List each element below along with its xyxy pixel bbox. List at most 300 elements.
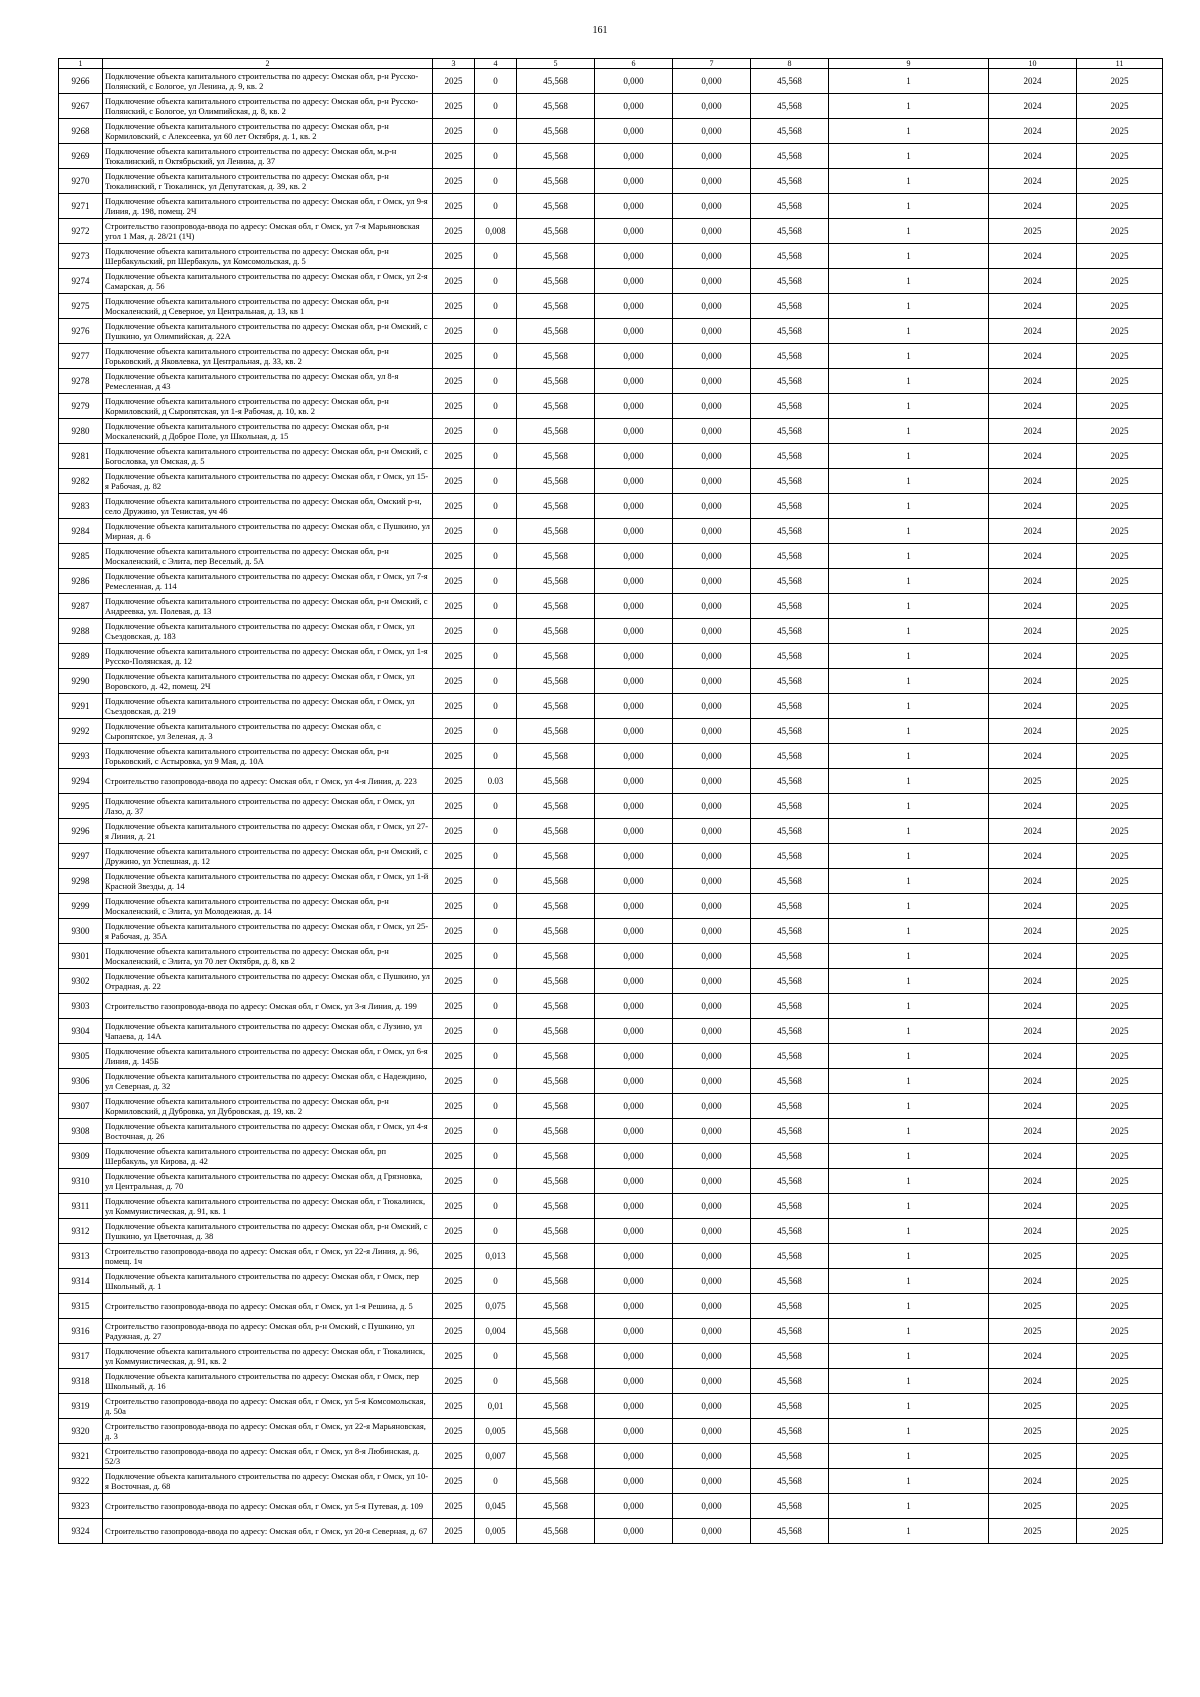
- cell-col11: 2025: [1077, 144, 1163, 169]
- cell-col5: 45,568: [517, 394, 595, 419]
- cell-col7: 0,000: [673, 269, 751, 294]
- cell-col5: 45,568: [517, 1019, 595, 1044]
- row-number-cell: 9300: [59, 919, 103, 944]
- row-number-cell: 9289: [59, 644, 103, 669]
- cell-col4: 0: [475, 419, 517, 444]
- cell-col6: 0,000: [595, 219, 673, 244]
- cell-col4: 0: [475, 619, 517, 644]
- cell-col10: 2024: [989, 1044, 1077, 1069]
- cell-col11: 2025: [1077, 644, 1163, 669]
- description-cell: Строительство газопровода-ввода по адресу: Омская обл, г Омск, ул 1-я Решина, д. 5: [103, 1294, 433, 1319]
- cell-col9: 1: [829, 519, 989, 544]
- description-cell: Подключение объекта капитального строительства по адресу: Омская обл, р-н Москаленский, д Доброе Поле, ул Школьная, д. 15: [103, 419, 433, 444]
- row-number-cell: 9269: [59, 144, 103, 169]
- cell-col11: 2025: [1077, 1144, 1163, 1169]
- table-row: [59, 1119, 1163, 1144]
- table-row: [59, 1019, 1163, 1044]
- cell-col3: 2025: [433, 1094, 475, 1119]
- cell-col8: 45,568: [751, 1269, 829, 1294]
- cell-col7: 0,000: [673, 169, 751, 194]
- cell-col4: 0: [475, 719, 517, 744]
- description-cell: Подключение объекта капитального строительства по адресу: Омская обл, с Пушкино, ул Отрадная, д. 22: [103, 969, 433, 994]
- cell-col9: 1: [829, 1494, 989, 1519]
- cell-col9: 1: [829, 594, 989, 619]
- cell-col3: 2025: [433, 519, 475, 544]
- row-number-cell: 9270: [59, 169, 103, 194]
- cell-col5: 45,568: [517, 1394, 595, 1419]
- cell-col5: 45,568: [517, 1319, 595, 1344]
- description-cell: Подключение объекта капитального строительства по адресу: Омская обл, г Омск, ул Лазо, д. 37: [103, 794, 433, 819]
- row-number-cell: 9290: [59, 669, 103, 694]
- cell-col9: 1: [829, 569, 989, 594]
- cell-col5: 45,568: [517, 219, 595, 244]
- cell-col5: 45,568: [517, 419, 595, 444]
- cell-col5: 45,568: [517, 1169, 595, 1194]
- cell-col4: 0: [475, 1344, 517, 1369]
- cell-col11: 2025: [1077, 1319, 1163, 1344]
- cell-col5: 45,568: [517, 1044, 595, 1069]
- description-cell: Строительство газопровода-ввода по адресу: Омская обл, г Омск, ул 22-я Марьяновская, д. 3: [103, 1419, 433, 1444]
- cell-col10: 2024: [989, 1219, 1077, 1244]
- cell-col8: 45,568: [751, 494, 829, 519]
- cell-col4: 0: [475, 869, 517, 894]
- cell-col6: 0,000: [595, 1219, 673, 1244]
- cell-col6: 0,000: [595, 844, 673, 869]
- cell-col4: 0: [475, 444, 517, 469]
- cell-col7: 0,000: [673, 1269, 751, 1294]
- cell-col5: 45,568: [517, 169, 595, 194]
- table-row: [59, 1319, 1163, 1344]
- cell-col4: 0: [475, 819, 517, 844]
- cell-col6: 0,000: [595, 769, 673, 794]
- cell-col8: 45,568: [751, 1494, 829, 1519]
- description-cell: Подключение объекта капитального строительства по адресу: Омская обл, р-н Кормиловский, д Сыропятская, ул 1-я Рабочая, д. 10, кв. 2: [103, 394, 433, 419]
- cell-col7: 0,000: [673, 694, 751, 719]
- cell-col9: 1: [829, 994, 989, 1019]
- cell-col4: 0: [475, 369, 517, 394]
- cell-col11: 2025: [1077, 269, 1163, 294]
- cell-col11: 2025: [1077, 769, 1163, 794]
- cell-col10: 2024: [989, 1119, 1077, 1144]
- cell-col9: 1: [829, 894, 989, 919]
- cell-col7: 0,000: [673, 1194, 751, 1219]
- cell-col3: 2025: [433, 694, 475, 719]
- cell-col8: 45,568: [751, 1319, 829, 1344]
- cell-col10: 2024: [989, 1144, 1077, 1169]
- cell-col7: 0,000: [673, 444, 751, 469]
- cell-col9: 1: [829, 844, 989, 869]
- cell-col3: 2025: [433, 894, 475, 919]
- cell-col5: 45,568: [517, 744, 595, 769]
- cell-col6: 0,000: [595, 169, 673, 194]
- cell-col9: 1: [829, 969, 989, 994]
- description-cell: Подключение объекта капитального строительства по адресу: Омская обл, р-н Москаленский, с Элита, ул Молодежная, д. 14: [103, 894, 433, 919]
- cell-col7: 0,000: [673, 344, 751, 369]
- cell-col11: 2025: [1077, 519, 1163, 544]
- cell-col4: 0: [475, 1469, 517, 1494]
- cell-col8: 45,568: [751, 819, 829, 844]
- cell-col8: 45,568: [751, 94, 829, 119]
- cell-col3: 2025: [433, 1144, 475, 1169]
- row-number-cell: 9272: [59, 219, 103, 244]
- description-cell: Подключение объекта капитального строительства по адресу: Омская обл, р-н Горьковский, с Астыровка, ул 9 Мая, д. 10А: [103, 744, 433, 769]
- table-row: [59, 1244, 1163, 1269]
- table-row: [59, 669, 1163, 694]
- description-cell: Строительство газопровода-ввода по адресу: Омская обл, г Омск, ул 22-я Линия, д. 96, помещ. 1ч: [103, 1244, 433, 1269]
- cell-col5: 45,568: [517, 769, 595, 794]
- table-row: [59, 1344, 1163, 1369]
- cell-col8: 45,568: [751, 1219, 829, 1244]
- cell-col4: 0,01: [475, 1394, 517, 1419]
- cell-col4: 0: [475, 169, 517, 194]
- cell-col3: 2025: [433, 319, 475, 344]
- cell-col4: 0: [475, 1219, 517, 1244]
- cell-col3: 2025: [433, 419, 475, 444]
- cell-col9: 1: [829, 1094, 989, 1119]
- description-cell: Строительство газопровода-ввода по адресу: Омская обл, г Омск, ул 5-я Путевая, д. 109: [103, 1494, 433, 1519]
- cell-col11: 2025: [1077, 69, 1163, 94]
- cell-col8: 45,568: [751, 1094, 829, 1119]
- description-cell: Подключение объекта капитального строительства по адресу: Омская обл, м.р-н Тюкалинский, п Октябрьский, ул Ленина, д. 37: [103, 144, 433, 169]
- cell-col8: 45,568: [751, 194, 829, 219]
- cell-col5: 45,568: [517, 894, 595, 919]
- cell-col8: 45,568: [751, 944, 829, 969]
- cell-col7: 0,000: [673, 869, 751, 894]
- cell-col6: 0,000: [595, 1069, 673, 1094]
- table-row: [59, 944, 1163, 969]
- cell-col5: 45,568: [517, 244, 595, 269]
- description-cell: Подключение объекта капитального строительства по адресу: Омская обл, р-н Шербакульский, рп Шербакуль, ул Комсомольская, д. 5: [103, 244, 433, 269]
- cell-col7: 0,000: [673, 244, 751, 269]
- description-cell: Подключение объекта капитального строительства по адресу: Омская обл, г Омск, ул 2-я Самарская, д. 56: [103, 269, 433, 294]
- cell-col6: 0,000: [595, 1344, 673, 1369]
- cell-col9: 1: [829, 319, 989, 344]
- cell-col9: 1: [829, 1119, 989, 1144]
- cell-col11: 2025: [1077, 1119, 1163, 1144]
- cell-col5: 45,568: [517, 269, 595, 294]
- row-number-cell: 9283: [59, 494, 103, 519]
- table-row: [59, 594, 1163, 619]
- cell-col10: 2024: [989, 694, 1077, 719]
- description-cell: Подключение объекта капитального строительства по адресу: Омская обл, с Сыропятское, ул Зеленая, д. 3: [103, 719, 433, 744]
- cell-col10: 2024: [989, 1094, 1077, 1119]
- cell-col3: 2025: [433, 819, 475, 844]
- cell-col3: 2025: [433, 1069, 475, 1094]
- description-cell: Подключение объекта капитального строительства по адресу: Омская обл, д Грязновка, ул Центральная, д. 70: [103, 1169, 433, 1194]
- cell-col7: 0,000: [673, 1344, 751, 1369]
- table-row: [59, 569, 1163, 594]
- cell-col11: 2025: [1077, 1069, 1163, 1094]
- cell-col9: 1: [829, 719, 989, 744]
- cell-col6: 0,000: [595, 1419, 673, 1444]
- cell-col8: 45,568: [751, 269, 829, 294]
- cell-col8: 45,568: [751, 1194, 829, 1219]
- table-row: [59, 1369, 1163, 1394]
- row-number-cell: 9297: [59, 844, 103, 869]
- cell-col9: 1: [829, 694, 989, 719]
- cell-col7: 0,000: [673, 519, 751, 544]
- row-number-cell: 9294: [59, 769, 103, 794]
- column-header: 8: [751, 59, 829, 69]
- cell-col9: 1: [829, 1394, 989, 1419]
- cell-col11: 2025: [1077, 1219, 1163, 1244]
- cell-col3: 2025: [433, 1019, 475, 1044]
- cell-col7: 0,000: [673, 644, 751, 669]
- data-table: [58, 58, 1163, 1544]
- row-number-cell: 9314: [59, 1269, 103, 1294]
- cell-col10: 2025: [989, 1244, 1077, 1269]
- row-number-cell: 9316: [59, 1319, 103, 1344]
- cell-col9: 1: [829, 294, 989, 319]
- cell-col7: 0,000: [673, 844, 751, 869]
- cell-col3: 2025: [433, 1194, 475, 1219]
- cell-col10: 2024: [989, 819, 1077, 844]
- cell-col7: 0,000: [673, 1219, 751, 1244]
- cell-col11: 2025: [1077, 1444, 1163, 1469]
- cell-col9: 1: [829, 444, 989, 469]
- cell-col6: 0,000: [595, 1369, 673, 1394]
- cell-col10: 2024: [989, 369, 1077, 394]
- cell-col8: 45,568: [751, 894, 829, 919]
- cell-col7: 0,000: [673, 719, 751, 744]
- cell-col8: 45,568: [751, 1169, 829, 1194]
- table-row: [59, 694, 1163, 719]
- cell-col4: 0,008: [475, 219, 517, 244]
- cell-col7: 0,000: [673, 1244, 751, 1269]
- cell-col4: 0: [475, 344, 517, 369]
- cell-col5: 45,568: [517, 594, 595, 619]
- table-row: [59, 1144, 1163, 1169]
- cell-col6: 0,000: [595, 569, 673, 594]
- cell-col3: 2025: [433, 794, 475, 819]
- table-row: [59, 1419, 1163, 1444]
- cell-col10: 2024: [989, 194, 1077, 219]
- cell-col6: 0,000: [595, 1444, 673, 1469]
- cell-col8: 45,568: [751, 569, 829, 594]
- description-cell: Подключение объекта капитального строительства по адресу: Омская обл, ул 8-я Ремесленная, д 43: [103, 369, 433, 394]
- description-cell: Подключение объекта капитального строительства по адресу: Омская обл, г Омск, ул 4-я Восточная, д. 26: [103, 1119, 433, 1144]
- cell-col7: 0,000: [673, 594, 751, 619]
- description-cell: Подключение объекта капитального строительства по адресу: Омская обл, р-н Омский, с Пушкино, ул Олимпийская, д. 22А: [103, 319, 433, 344]
- cell-col3: 2025: [433, 444, 475, 469]
- cell-col7: 0,000: [673, 994, 751, 1019]
- row-number-cell: 9284: [59, 519, 103, 544]
- cell-col3: 2025: [433, 394, 475, 419]
- cell-col9: 1: [829, 544, 989, 569]
- cell-col10: 2024: [989, 1369, 1077, 1394]
- description-cell: Строительство газопровода-ввода по адресу: Омская обл, г Омск, ул 8-я Любинская, д. 52/3: [103, 1444, 433, 1469]
- cell-col6: 0,000: [595, 594, 673, 619]
- cell-col4: 0: [475, 319, 517, 344]
- cell-col9: 1: [829, 1319, 989, 1344]
- cell-col3: 2025: [433, 844, 475, 869]
- cell-col5: 45,568: [517, 819, 595, 844]
- row-number-cell: 9302: [59, 969, 103, 994]
- cell-col4: 0: [475, 669, 517, 694]
- cell-col10: 2024: [989, 1194, 1077, 1219]
- cell-col7: 0,000: [673, 369, 751, 394]
- cell-col5: 45,568: [517, 1194, 595, 1219]
- row-number-cell: 9298: [59, 869, 103, 894]
- cell-col3: 2025: [433, 469, 475, 494]
- row-number-cell: 9308: [59, 1119, 103, 1144]
- cell-col4: 0: [475, 594, 517, 619]
- cell-col4: 0: [475, 119, 517, 144]
- cell-col6: 0,000: [595, 1244, 673, 1269]
- cell-col5: 45,568: [517, 1294, 595, 1319]
- cell-col5: 45,568: [517, 1069, 595, 1094]
- cell-col10: 2025: [989, 1519, 1077, 1544]
- table-row: [59, 444, 1163, 469]
- cell-col5: 45,568: [517, 619, 595, 644]
- cell-col8: 45,568: [751, 1394, 829, 1419]
- cell-col11: 2025: [1077, 794, 1163, 819]
- description-cell: Подключение объекта капитального строительства по адресу: Омская обл, р-н Горьковский, д Яковлевка, ул Центральная, д. 33, кв. 2: [103, 344, 433, 369]
- cell-col9: 1: [829, 919, 989, 944]
- cell-col9: 1: [829, 1069, 989, 1094]
- cell-col4: 0: [475, 894, 517, 919]
- cell-col11: 2025: [1077, 169, 1163, 194]
- cell-col9: 1: [829, 344, 989, 369]
- table-row: [59, 119, 1163, 144]
- table-row: [59, 794, 1163, 819]
- table-row: [59, 219, 1163, 244]
- cell-col4: 0: [475, 94, 517, 119]
- cell-col4: 0: [475, 794, 517, 819]
- cell-col11: 2025: [1077, 1269, 1163, 1294]
- table-row: [59, 1469, 1163, 1494]
- cell-col3: 2025: [433, 1444, 475, 1469]
- cell-col7: 0,000: [673, 619, 751, 644]
- cell-col8: 45,568: [751, 844, 829, 869]
- table-row: [59, 319, 1163, 344]
- row-number-cell: 9271: [59, 194, 103, 219]
- cell-col7: 0,000: [673, 969, 751, 994]
- column-header: 3: [433, 59, 475, 69]
- cell-col6: 0,000: [595, 319, 673, 344]
- cell-col9: 1: [829, 119, 989, 144]
- cell-col3: 2025: [433, 1394, 475, 1419]
- cell-col8: 45,568: [751, 1419, 829, 1444]
- row-number-cell: 9266: [59, 69, 103, 94]
- cell-col3: 2025: [433, 344, 475, 369]
- cell-col10: 2024: [989, 744, 1077, 769]
- cell-col7: 0,000: [673, 919, 751, 944]
- column-header: 5: [517, 59, 595, 69]
- description-cell: Подключение объекта капитального строительства по адресу: Омская обл, г Омск, ул 10-я Восточная, д. 68: [103, 1469, 433, 1494]
- cell-col5: 45,568: [517, 494, 595, 519]
- cell-col9: 1: [829, 1469, 989, 1494]
- cell-col7: 0,000: [673, 1169, 751, 1194]
- cell-col4: 0: [475, 944, 517, 969]
- cell-col3: 2025: [433, 969, 475, 994]
- cell-col10: 2024: [989, 794, 1077, 819]
- table-row: [59, 244, 1163, 269]
- cell-col11: 2025: [1077, 894, 1163, 919]
- cell-col10: 2025: [989, 1319, 1077, 1344]
- cell-col6: 0,000: [595, 669, 673, 694]
- cell-col4: 0,005: [475, 1419, 517, 1444]
- cell-col5: 45,568: [517, 969, 595, 994]
- cell-col5: 45,568: [517, 994, 595, 1019]
- table-row: [59, 1069, 1163, 1094]
- cell-col6: 0,000: [595, 69, 673, 94]
- cell-col11: 2025: [1077, 1519, 1163, 1544]
- cell-col6: 0,000: [595, 1469, 673, 1494]
- cell-col6: 0,000: [595, 369, 673, 394]
- cell-col11: 2025: [1077, 1494, 1163, 1519]
- cell-col10: 2025: [989, 1494, 1077, 1519]
- cell-col8: 45,568: [751, 994, 829, 1019]
- description-cell: Подключение объекта капитального строительства по адресу: Омская обл, р-н Омский, с Богословка, ул Омская, д. 5: [103, 444, 433, 469]
- row-number-cell: 9310: [59, 1169, 103, 1194]
- row-number-cell: 9324: [59, 1519, 103, 1544]
- table-row: [59, 494, 1163, 519]
- row-number-cell: 9295: [59, 794, 103, 819]
- cell-col9: 1: [829, 69, 989, 94]
- cell-col7: 0,000: [673, 294, 751, 319]
- cell-col9: 1: [829, 144, 989, 169]
- row-number-cell: 9287: [59, 594, 103, 619]
- cell-col11: 2025: [1077, 1469, 1163, 1494]
- cell-col8: 45,568: [751, 319, 829, 344]
- row-number-cell: 9275: [59, 294, 103, 319]
- cell-col10: 2024: [989, 1019, 1077, 1044]
- cell-col9: 1: [829, 1419, 989, 1444]
- cell-col7: 0,000: [673, 1119, 751, 1144]
- cell-col7: 0,000: [673, 769, 751, 794]
- cell-col11: 2025: [1077, 669, 1163, 694]
- cell-col7: 0,000: [673, 94, 751, 119]
- description-cell: Подключение объекта капитального строительства по адресу: Омская обл, г Тюкалинск, ул Коммунистическая, д. 91, кв. 2: [103, 1344, 433, 1369]
- cell-col9: 1: [829, 1244, 989, 1269]
- cell-col4: 0: [475, 469, 517, 494]
- cell-col3: 2025: [433, 1369, 475, 1394]
- cell-col7: 0,000: [673, 1094, 751, 1119]
- cell-col11: 2025: [1077, 1019, 1163, 1044]
- cell-col6: 0,000: [595, 1044, 673, 1069]
- cell-col11: 2025: [1077, 1244, 1163, 1269]
- column-header: 10: [989, 59, 1077, 69]
- cell-col9: 1: [829, 244, 989, 269]
- row-number-cell: 9301: [59, 944, 103, 969]
- cell-col9: 1: [829, 819, 989, 844]
- cell-col3: 2025: [433, 1419, 475, 1444]
- cell-col6: 0,000: [595, 269, 673, 294]
- cell-col9: 1: [829, 469, 989, 494]
- cell-col9: 1: [829, 219, 989, 244]
- description-cell: Подключение объекта капитального строительства по адресу: Омская обл, р-н Тюкалинский, г Тюкалинск, ул Депутатская, д. 39, кв. 2: [103, 169, 433, 194]
- cell-col8: 45,568: [751, 169, 829, 194]
- row-number-cell: 9291: [59, 694, 103, 719]
- cell-col8: 45,568: [751, 369, 829, 394]
- cell-col10: 2024: [989, 444, 1077, 469]
- row-number-cell: 9319: [59, 1394, 103, 1419]
- cell-col4: 0: [475, 1269, 517, 1294]
- cell-col4: 0.03: [475, 769, 517, 794]
- cell-col4: 0: [475, 1169, 517, 1194]
- cell-col6: 0,000: [595, 469, 673, 494]
- cell-col3: 2025: [433, 594, 475, 619]
- cell-col7: 0,000: [673, 1069, 751, 1094]
- cell-col3: 2025: [433, 244, 475, 269]
- description-cell: Подключение объекта капитального строительства по адресу: Омская обл, с Пушкино, ул Мирная, д. 6: [103, 519, 433, 544]
- table-row: [59, 769, 1163, 794]
- description-cell: Строительство газопровода-ввода по адресу: Омская обл, г Омск, ул 5-я Комсомольская, д. 50а: [103, 1394, 433, 1419]
- cell-col10: 2024: [989, 344, 1077, 369]
- cell-col5: 45,568: [517, 1144, 595, 1169]
- cell-col10: 2025: [989, 1294, 1077, 1319]
